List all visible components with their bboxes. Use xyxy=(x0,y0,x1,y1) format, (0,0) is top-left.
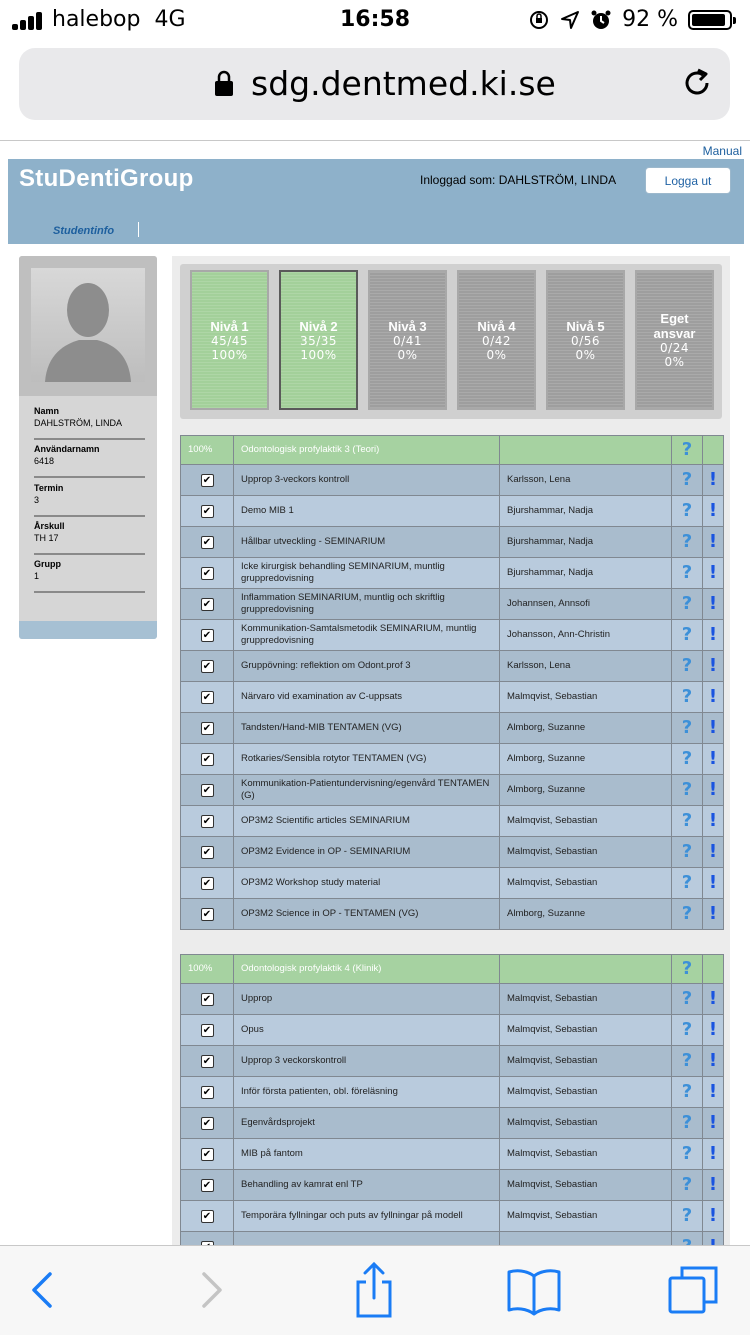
level-tile[interactable] xyxy=(546,270,625,410)
level-percent: 0% xyxy=(397,347,418,362)
activity-teacher: Malmqvist, Sebastian xyxy=(500,984,672,1015)
location-arrow-icon xyxy=(560,10,580,30)
rotation-lock-icon xyxy=(528,9,550,31)
help-icon[interactable]: ? xyxy=(681,748,693,769)
activity-name: Icke kirurgisk behandling SEMINARIUM, muntlig gruppredovisning xyxy=(234,558,500,589)
course-header-row xyxy=(181,955,724,984)
level-name: Nivå 4 xyxy=(477,318,516,334)
info-icon[interactable]: ! xyxy=(708,810,718,831)
activity-row xyxy=(181,558,724,589)
sidebar-footer xyxy=(19,621,157,639)
activity-row xyxy=(181,713,724,744)
activity-teacher: Malmqvist, Sebastian xyxy=(500,1015,672,1046)
activity-teacher: Almborg, Suzanne xyxy=(500,899,672,930)
activity-row xyxy=(181,868,724,899)
level-percent: 0% xyxy=(486,347,507,362)
help-icon[interactable]: ? xyxy=(681,655,693,676)
browser-chrome-divider xyxy=(0,140,750,141)
field-name: Namn DAHLSTRÖM, LINDA xyxy=(34,406,145,440)
info-icon[interactable]: ! xyxy=(708,1205,718,1226)
activity-checkbox[interactable]: ✔ xyxy=(201,567,214,580)
activity-name: Upprop xyxy=(234,984,500,1015)
activity-name: OP3M2 Workshop study material xyxy=(234,868,500,899)
course-percent: 100% xyxy=(181,955,234,984)
help-icon[interactable]: ? xyxy=(681,1174,693,1195)
activity-teacher: Malmqvist, Sebastian xyxy=(500,1077,672,1108)
activity-checkbox[interactable]: ✔ xyxy=(201,1086,214,1099)
course-table xyxy=(180,435,724,930)
activity-name: MIB på fantom xyxy=(234,1139,500,1170)
app-header xyxy=(8,159,744,244)
activity-name: Demo MIB 1 xyxy=(234,496,500,527)
help-icon[interactable]: ? xyxy=(681,439,693,460)
course-percent: 100% xyxy=(181,436,234,465)
activity-row xyxy=(181,837,724,868)
level-count: 45/45 xyxy=(210,333,249,348)
activity-teacher: Johansson, Ann-Christin xyxy=(500,620,672,651)
activity-name: Gruppövning: reflektion om Odont.prof 3 xyxy=(234,651,500,682)
activity-name: Rotkaries/Sensibla rotytor TENTAMEN (VG) xyxy=(234,744,500,775)
info-icon[interactable]: ! xyxy=(708,469,718,490)
info-icon[interactable]: ! xyxy=(708,1174,718,1195)
status-time: 16:58 xyxy=(339,7,411,32)
level-name: Nivå 3 xyxy=(388,318,427,334)
activity-teacher: Malmqvist, Sebastian xyxy=(500,1201,672,1232)
activity-name: Upprop 3 veckorskontroll xyxy=(234,1046,500,1077)
info-icon[interactable]: ! xyxy=(708,655,718,676)
lock-icon xyxy=(215,70,233,96)
activity-name: Inför första patienten, obl. föreläsning xyxy=(234,1077,500,1108)
info-icon[interactable]: ! xyxy=(708,1019,718,1040)
help-icon[interactable]: ? xyxy=(681,686,693,707)
course-header-empty xyxy=(500,436,672,465)
progress-area xyxy=(172,256,730,1256)
activity-row xyxy=(181,744,724,775)
activity-row xyxy=(181,1046,724,1077)
info-icon[interactable]: ! xyxy=(708,500,718,521)
activity-row xyxy=(181,1170,724,1201)
help-icon[interactable]: ? xyxy=(681,717,693,738)
info-icon[interactable]: ! xyxy=(708,988,718,1009)
level-percent: 100% xyxy=(211,347,248,362)
activity-teacher: Bjurshammar, Nadja xyxy=(500,496,672,527)
activity-checkbox[interactable]: ✔ xyxy=(201,722,214,735)
help-icon[interactable]: ? xyxy=(681,624,693,645)
activity-name: OP3M2 Science in OP - TENTAMEN (VG) xyxy=(234,899,500,930)
back-icon[interactable] xyxy=(14,1260,74,1320)
info-icon[interactable]: ! xyxy=(708,686,718,707)
alarm-clock-icon xyxy=(590,9,612,31)
activity-checkbox[interactable]: ✔ xyxy=(201,908,214,921)
network-type: 4G xyxy=(154,7,186,32)
level-percent: 0% xyxy=(575,347,596,362)
url-text[interactable]: sdg.dentmed.ki.se xyxy=(251,64,556,103)
activity-name: Hållbar utveckling - SEMINARIUM xyxy=(234,527,500,558)
level-tile[interactable] xyxy=(190,270,269,410)
activity-row xyxy=(181,984,724,1015)
help-icon[interactable]: ? xyxy=(681,531,693,552)
activity-checkbox[interactable]: ✔ xyxy=(201,846,214,859)
help-icon[interactable]: ? xyxy=(681,562,693,583)
level-tile[interactable] xyxy=(457,270,536,410)
activity-row xyxy=(181,1108,724,1139)
logged-in-user: Inloggad som: DAHLSTRÖM, LINDA xyxy=(420,173,617,187)
help-icon[interactable]: ? xyxy=(681,810,693,831)
level-name: Nivå 2 xyxy=(299,318,338,334)
help-icon[interactable]: ? xyxy=(681,1081,693,1102)
status-bar xyxy=(0,0,750,40)
field-group: Grupp 1 xyxy=(34,559,145,593)
activity-checkbox[interactable]: ✔ xyxy=(201,815,214,828)
address-bar[interactable] xyxy=(19,48,730,120)
activity-teacher: Malmqvist, Sebastian xyxy=(500,868,672,899)
help-icon[interactable]: ? xyxy=(681,593,693,614)
share-icon[interactable] xyxy=(344,1260,404,1320)
field-term: Termin 3 xyxy=(34,483,145,517)
activity-checkbox[interactable]: ✔ xyxy=(201,598,214,611)
help-icon[interactable]: ? xyxy=(681,779,693,800)
tab-separator xyxy=(138,222,139,237)
help-icon[interactable]: ? xyxy=(681,1205,693,1226)
activity-checkbox[interactable]: ✔ xyxy=(201,536,214,549)
tabs-icon[interactable] xyxy=(664,1260,724,1320)
help-icon[interactable]: ? xyxy=(681,1112,693,1133)
activity-row xyxy=(181,589,724,620)
info-icon[interactable]: ! xyxy=(708,872,718,893)
app-title: StuDentiGroup xyxy=(19,165,194,192)
field-cohort: Årskull TH 17 xyxy=(34,521,145,555)
help-icon[interactable]: ? xyxy=(681,988,693,1009)
field-username: Användarnamn 6418 xyxy=(34,444,145,478)
activity-name: Närvaro vid examination av C-uppsats xyxy=(234,682,500,713)
activity-row xyxy=(181,682,724,713)
level-count: 0/56 xyxy=(571,333,600,348)
student-sidebar xyxy=(19,256,157,639)
activity-checkbox[interactable]: ✔ xyxy=(201,1024,214,1037)
activity-name: Opus xyxy=(234,1015,500,1046)
level-tile[interactable] xyxy=(635,270,714,410)
activity-row xyxy=(181,899,724,930)
help-icon[interactable]: ? xyxy=(681,469,693,490)
activity-row xyxy=(181,775,724,806)
activity-teacher: Almborg, Suzanne xyxy=(500,713,672,744)
avatar xyxy=(31,268,145,382)
course-title: Odontologisk profylaktik 4 (Klinik) xyxy=(234,955,500,984)
reload-icon[interactable] xyxy=(680,66,714,100)
activity-teacher: Karlsson, Lena xyxy=(500,651,672,682)
info-icon[interactable]: ! xyxy=(708,748,718,769)
manual-link[interactable]: Manual xyxy=(702,144,742,158)
help-icon[interactable]: ? xyxy=(681,958,693,979)
activity-teacher: Malmqvist, Sebastian xyxy=(500,1046,672,1077)
help-icon[interactable]: ? xyxy=(681,841,693,862)
help-icon[interactable]: ? xyxy=(681,1019,693,1040)
level-tile[interactable] xyxy=(279,270,358,410)
activity-row xyxy=(181,527,724,558)
activity-name: Inflammation SEMINARIUM, muntlig och skriftlig gruppredovisning xyxy=(234,589,500,620)
info-icon[interactable]: ! xyxy=(708,593,718,614)
info-icon[interactable]: ! xyxy=(708,1050,718,1071)
activity-teacher: Johannsen, Annsofi xyxy=(500,589,672,620)
logout-button[interactable]: Logga ut xyxy=(645,167,731,194)
level-name: Nivå 5 xyxy=(566,318,605,334)
level-name: Eget ansvar xyxy=(653,311,696,341)
help-icon[interactable]: ? xyxy=(681,500,693,521)
activity-checkbox[interactable]: ✔ xyxy=(201,629,214,642)
activity-checkbox[interactable]: ✔ xyxy=(201,1055,214,1068)
level-summary xyxy=(180,264,722,419)
activity-checkbox[interactable]: ✔ xyxy=(201,1117,214,1130)
activity-name: Kommunikation-Patientundervisning/egenvård TENTAMEN (G) xyxy=(234,775,500,806)
info-icon[interactable]: ! xyxy=(708,903,718,924)
activity-teacher: Malmqvist, Sebastian xyxy=(500,837,672,868)
level-tile[interactable] xyxy=(368,270,447,410)
level-count: 0/24 xyxy=(660,341,689,355)
activity-checkbox[interactable]: ✔ xyxy=(201,505,214,518)
activity-row xyxy=(181,496,724,527)
course-header-row xyxy=(181,436,724,465)
tab-studentinfo[interactable]: Studentinfo xyxy=(53,225,115,237)
info-icon[interactable]: ! xyxy=(708,841,718,862)
avatar-placeholder-icon xyxy=(31,268,145,382)
help-icon[interactable]: ? xyxy=(681,872,693,893)
level-count: 0/42 xyxy=(482,333,511,348)
activity-teacher: Malmqvist, Sebastian xyxy=(500,1139,672,1170)
activity-checkbox[interactable]: ✔ xyxy=(201,1210,214,1223)
level-name: Nivå 1 xyxy=(210,318,249,334)
info-icon[interactable]: ! xyxy=(708,624,718,645)
activity-checkbox[interactable]: ✔ xyxy=(201,877,214,890)
carrier-name: halebop 4G xyxy=(52,7,186,32)
info-icon[interactable]: ! xyxy=(708,531,718,552)
activity-checkbox[interactable]: ✔ xyxy=(201,660,214,673)
help-icon[interactable]: ? xyxy=(681,1143,693,1164)
info-icon[interactable]: ! xyxy=(708,717,718,738)
activity-teacher: Malmqvist, Sebastian xyxy=(500,1108,672,1139)
activity-teacher: Malmqvist, Sebastian xyxy=(500,806,672,837)
activity-row xyxy=(181,1015,724,1046)
forward-icon[interactable] xyxy=(180,1260,240,1320)
activity-name: OP3M2 Scientific articles SEMINARIUM xyxy=(234,806,500,837)
browser-toolbar xyxy=(0,1245,750,1335)
course-header-empty xyxy=(500,955,672,984)
activity-name: Behandling av kamrat enl TP xyxy=(234,1170,500,1201)
activity-name: Egenvårdsprojekt xyxy=(234,1108,500,1139)
activity-row xyxy=(181,1077,724,1108)
activity-name: Upprop 3-veckors kontroll xyxy=(234,465,500,496)
activity-teacher: Malmqvist, Sebastian xyxy=(500,1170,672,1201)
level-count: 35/35 xyxy=(299,333,338,348)
course-title: Odontologisk profylaktik 3 (Teori) xyxy=(234,436,500,465)
help-icon[interactable]: ? xyxy=(681,903,693,924)
activity-checkbox[interactable]: ✔ xyxy=(201,1179,214,1192)
activity-teacher: Karlsson, Lena xyxy=(500,465,672,496)
activity-checkbox[interactable]: ✔ xyxy=(201,691,214,704)
activity-teacher: Almborg, Suzanne xyxy=(500,775,672,806)
activity-name: Temporära fyllningar och puts av fyllningar på modell xyxy=(234,1201,500,1232)
level-percent: 100% xyxy=(300,347,337,362)
battery-icon xyxy=(688,10,732,30)
activity-teacher: Malmqvist, Sebastian xyxy=(500,682,672,713)
activity-checkbox[interactable]: ✔ xyxy=(201,993,214,1006)
activity-teacher: Almborg, Suzanne xyxy=(500,744,672,775)
activity-checkbox[interactable]: ✔ xyxy=(201,784,214,797)
activity-name: Kommunikation-Samtalsmetodik SEMINARIUM, muntlig gruppredovisning xyxy=(234,620,500,651)
info-icon[interactable]: ! xyxy=(708,779,718,800)
activity-row xyxy=(181,651,724,682)
activity-row xyxy=(181,620,724,651)
activity-name: OP3M2 Evidence in OP - SEMINARIUM xyxy=(234,837,500,868)
activity-row xyxy=(181,806,724,837)
help-icon[interactable]: ? xyxy=(681,1050,693,1071)
activity-row xyxy=(181,1201,724,1232)
activity-teacher: Bjurshammar, Nadja xyxy=(500,527,672,558)
level-count: 0/41 xyxy=(393,333,422,348)
bookmarks-icon[interactable] xyxy=(504,1260,564,1320)
level-percent: 0% xyxy=(664,355,685,369)
info-icon[interactable]: ! xyxy=(708,1112,718,1133)
info-icon[interactable]: ! xyxy=(708,562,718,583)
info-icon[interactable]: ! xyxy=(708,1081,718,1102)
activity-row xyxy=(181,465,724,496)
activity-checkbox[interactable]: ✔ xyxy=(201,753,214,766)
info-icon[interactable]: ! xyxy=(708,1143,718,1164)
activity-row xyxy=(181,1139,724,1170)
activity-checkbox[interactable]: ✔ xyxy=(201,1148,214,1161)
activity-teacher: Bjurshammar, Nadja xyxy=(500,558,672,589)
activity-name: Tandsten/Hand-MIB TENTAMEN (VG) xyxy=(234,713,500,744)
activity-checkbox[interactable]: ✔ xyxy=(201,474,214,487)
photo-frame xyxy=(19,256,157,396)
course-table xyxy=(180,954,724,1263)
battery-percent: 92 % xyxy=(622,7,678,32)
